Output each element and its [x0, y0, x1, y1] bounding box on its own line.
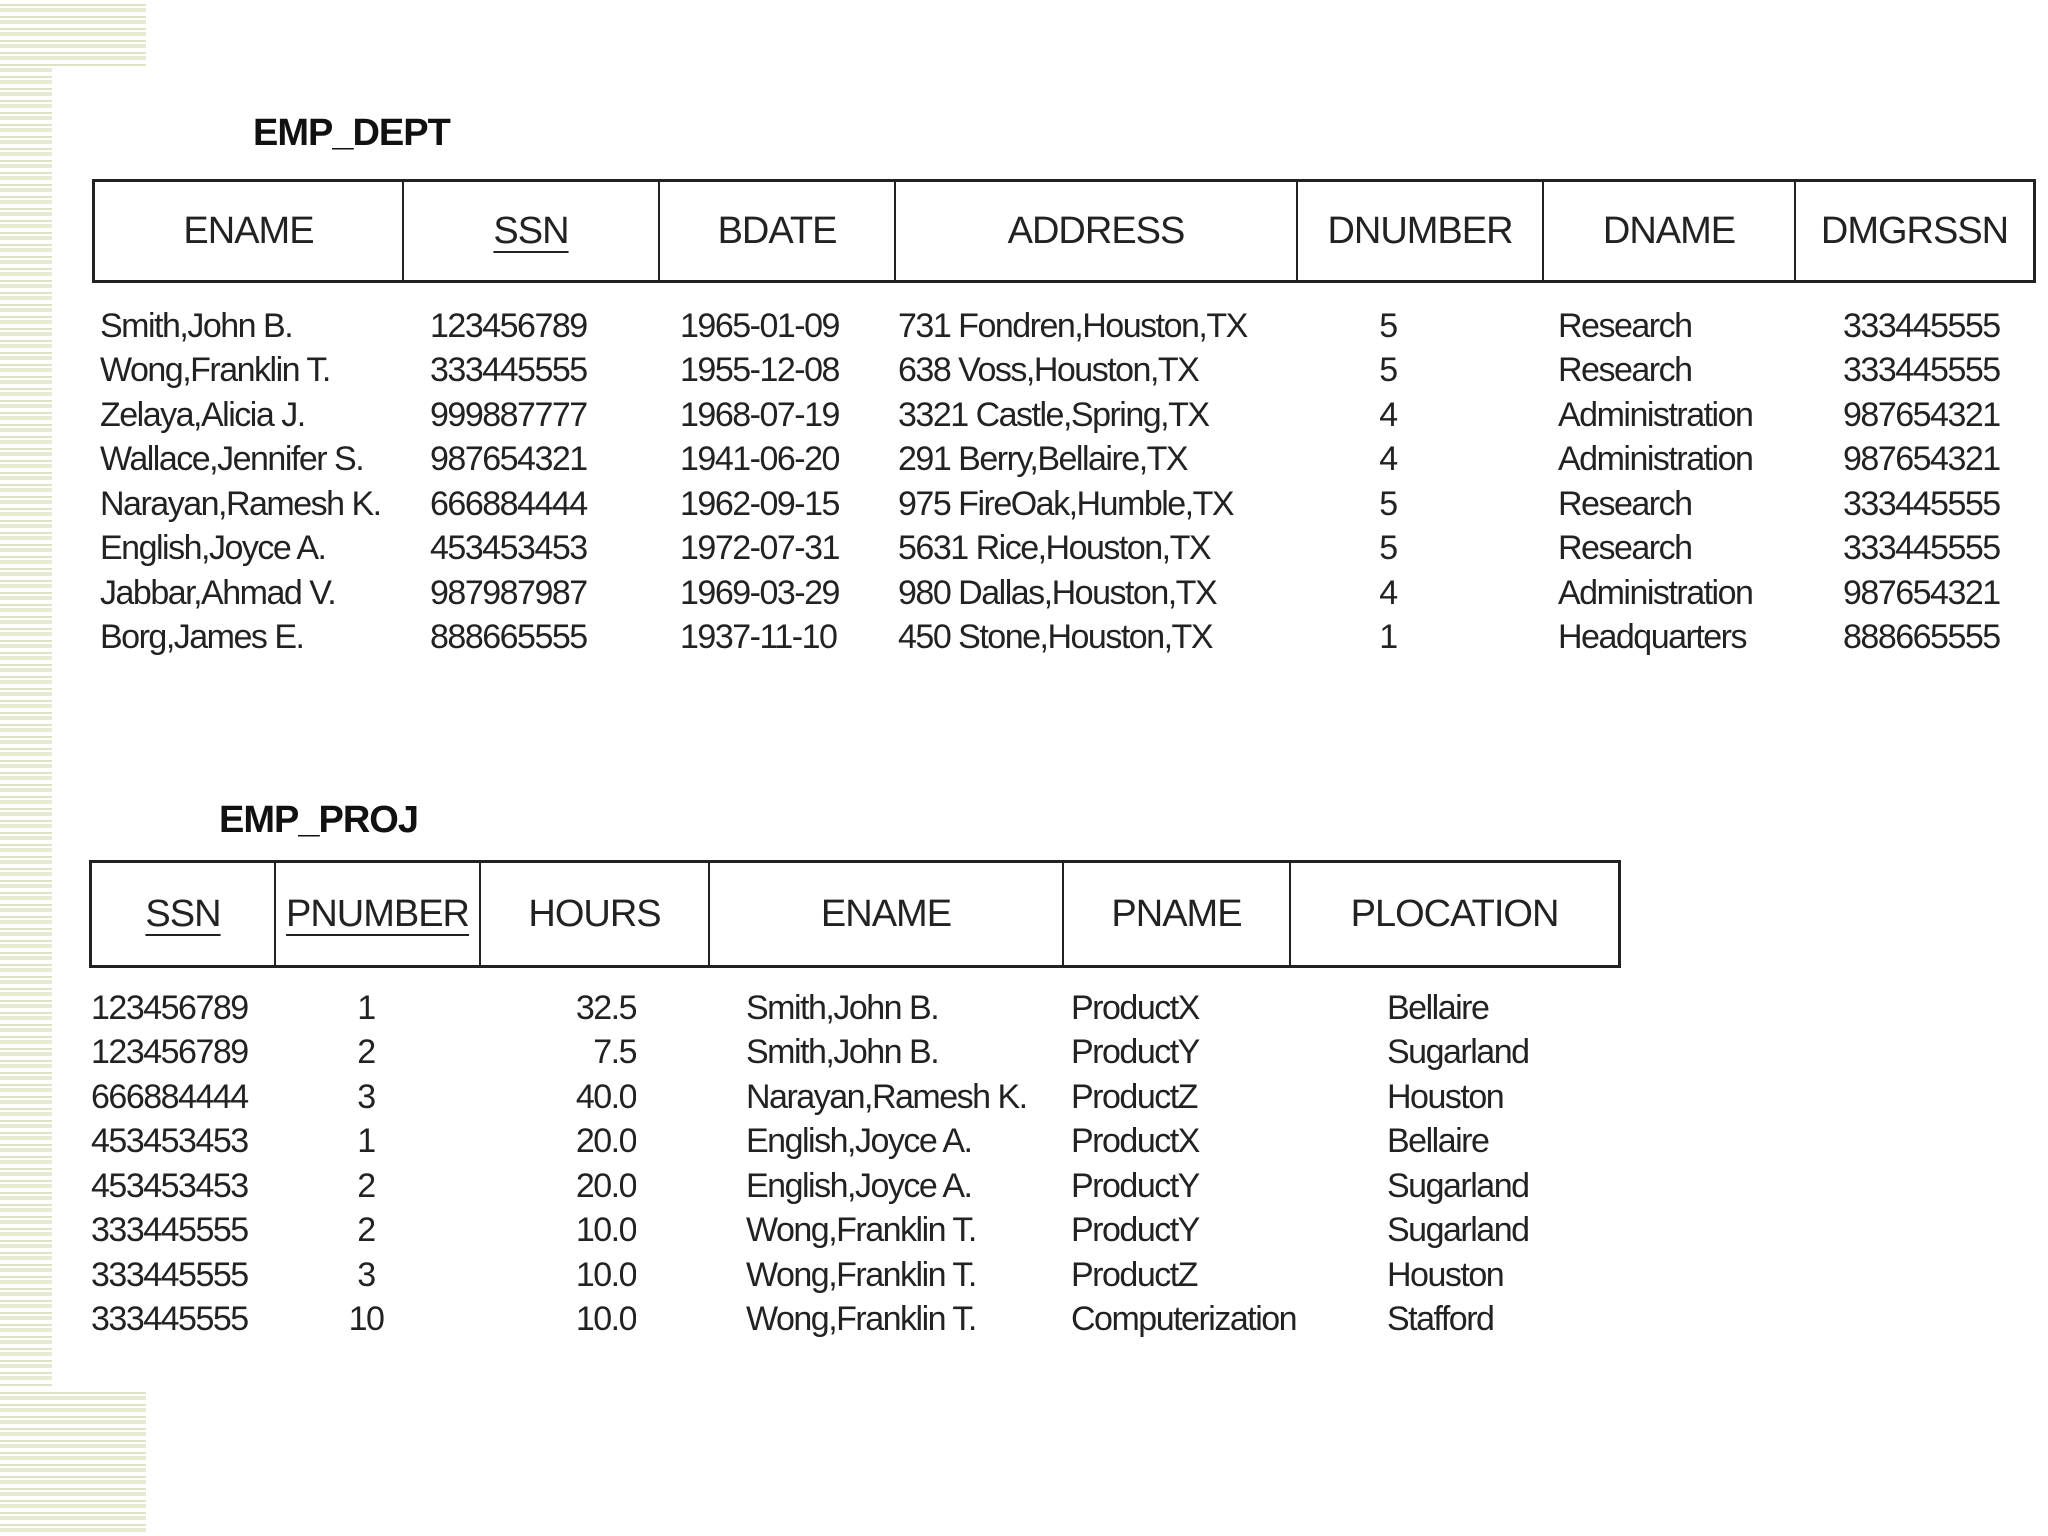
- cell-ename: Smith,John B.: [100, 306, 293, 345]
- emp-dept-title: EMP_DEPT: [253, 112, 450, 154]
- cell-plocation: Sugarland: [1387, 1211, 1529, 1250]
- cell-hours: 10.0: [575, 1211, 636, 1250]
- cell-ename: Wong,Franklin T.: [100, 351, 330, 390]
- cell-dname: Research: [1558, 484, 1692, 523]
- emp-proj-title: EMP_PROJ: [219, 799, 418, 841]
- decorative-stripe-top: [0, 0, 146, 68]
- emp-proj-row: [91, 986, 1607, 1031]
- cell-pname: ProductZ: [1071, 1077, 1197, 1116]
- emp-proj-row: [91, 1164, 1607, 1209]
- decorative-stripe-bottom: [0, 1388, 146, 1536]
- emp-dept-header: [92, 179, 2036, 283]
- cell-pnumber: 3: [357, 1077, 375, 1116]
- cell-dnumber: 4: [1379, 395, 1397, 434]
- cell-bdate: 1941-06-20: [680, 440, 839, 479]
- cell-plocation: Houston: [1387, 1077, 1504, 1116]
- cell-dnumber: 1: [1379, 618, 1397, 657]
- cell-dmgrssn: 987654321: [1843, 573, 2000, 612]
- cell-pname: ProductY: [1071, 1033, 1199, 1072]
- cell-pnumber: 2: [357, 1211, 375, 1250]
- cell-hours: 10.0: [575, 1255, 636, 1294]
- emp-dept-row: [100, 304, 2043, 349]
- cell-pname: Computerization: [1071, 1300, 1297, 1339]
- emp-proj-header-plocation: PLOCATION: [1350, 892, 1559, 935]
- cell-bdate: 1968-07-19: [680, 395, 839, 434]
- cell-ename: Jabbar,Ahmad V.: [100, 573, 336, 612]
- emp-dept-row: [100, 349, 2043, 394]
- cell-dmgrssn: 987654321: [1843, 395, 2000, 434]
- emp-proj-row: [91, 1120, 1607, 1165]
- cell-ssn: 987987987: [430, 573, 587, 612]
- cell-address: 3321 Castle,Spring,TX: [898, 395, 1209, 434]
- cell-dname: Research: [1558, 529, 1692, 568]
- emp-dept-header-dname: DNAME: [1544, 182, 1796, 280]
- cell-ename: Narayan,Ramesh K.: [746, 1077, 1027, 1116]
- cell-hours: 20.0: [575, 1166, 636, 1205]
- emp-proj-header-ssn: [92, 863, 276, 965]
- cell-dmgrssn: 987654321: [1843, 440, 2000, 479]
- cell-ssn: 453453453: [91, 1122, 248, 1161]
- cell-hours: 40.0: [575, 1077, 636, 1116]
- cell-ssn: 987654321: [430, 440, 587, 479]
- cell-ssn: 333445555: [91, 1300, 248, 1339]
- emp-proj-header: [89, 860, 1621, 968]
- cell-ssn: 333445555: [91, 1211, 248, 1250]
- cell-dnumber: 5: [1379, 529, 1397, 568]
- cell-ssn: 999887777: [430, 395, 587, 434]
- emp-proj-row: [91, 1031, 1607, 1076]
- emp-dept-row: [100, 571, 2043, 616]
- cell-ename: Smith,John B.: [746, 1033, 939, 1072]
- emp-dept-row: [100, 438, 2043, 483]
- emp-dept-header-ssn-label: SSN: [493, 209, 569, 252]
- cell-dname: Research: [1558, 351, 1692, 390]
- cell-address: 980 Dallas,Houston,TX: [898, 573, 1217, 612]
- cell-pname: ProductX: [1071, 988, 1199, 1027]
- emp-proj-header-hours: HOURS: [481, 863, 710, 965]
- cell-ename: Wong,Franklin T.: [746, 1211, 976, 1250]
- cell-ssn: 123456789: [91, 1033, 248, 1072]
- cell-bdate: 1969-03-29: [680, 573, 839, 612]
- cell-dmgrssn: 333445555: [1843, 306, 2000, 345]
- cell-ename: Borg,James E.: [100, 618, 304, 657]
- cell-address: 638 Voss,Houston,TX: [898, 351, 1199, 390]
- cell-ssn: 453453453: [430, 529, 587, 568]
- cell-ename: Wong,Franklin T.: [746, 1255, 976, 1294]
- emp-dept-row: [100, 393, 2043, 438]
- cell-pnumber: 10: [348, 1300, 384, 1339]
- cell-dnumber: 4: [1379, 573, 1397, 612]
- cell-dnumber: 5: [1379, 306, 1397, 345]
- cell-ssn: 888665555: [430, 618, 587, 657]
- emp-proj-row: [91, 1075, 1607, 1120]
- decorative-stripe-strip: [0, 0, 52, 1536]
- cell-plocation: Sugarland: [1387, 1033, 1529, 1072]
- emp-proj-row: [91, 1253, 1607, 1298]
- cell-ename: English,Joyce A.: [746, 1122, 972, 1161]
- cell-pnumber: 2: [357, 1166, 375, 1205]
- cell-ename: Zelaya,Alicia J.: [100, 395, 305, 434]
- emp-proj-header-pnumber-label: PNUMBER: [285, 892, 470, 935]
- cell-ssn: 453453453: [91, 1166, 248, 1205]
- emp-dept-row: [100, 527, 2043, 572]
- cell-pnumber: 2: [357, 1033, 375, 1072]
- emp-proj-header-pname: PNAME: [1064, 863, 1291, 965]
- emp-proj-row: [91, 1209, 1607, 1254]
- cell-plocation: Stafford: [1387, 1300, 1494, 1339]
- cell-ssn: 333445555: [91, 1255, 248, 1294]
- emp-proj-row: [91, 1298, 1607, 1343]
- cell-dnumber: 5: [1379, 351, 1397, 390]
- cell-plocation: Houston: [1387, 1255, 1504, 1294]
- cell-ename: Wallace,Jennifer S.: [100, 440, 364, 479]
- cell-hours: 10.0: [575, 1300, 636, 1339]
- cell-dname: Administration: [1558, 440, 1753, 479]
- emp-dept-header-address: ADDRESS: [896, 182, 1298, 280]
- cell-dname: Research: [1558, 306, 1692, 345]
- emp-dept-rows: [100, 304, 2043, 660]
- cell-ename: Wong,Franklin T.: [746, 1300, 976, 1339]
- cell-dmgrssn: 333445555: [1843, 484, 2000, 523]
- cell-hours: 20.0: [575, 1122, 636, 1161]
- cell-dname: Administration: [1558, 573, 1753, 612]
- emp-dept-row: [100, 482, 2043, 527]
- emp-proj-header-pnumber: [276, 863, 481, 965]
- cell-bdate: 1972-07-31: [680, 529, 839, 568]
- emp-proj-rows: [91, 986, 1607, 1342]
- cell-pname: ProductY: [1071, 1166, 1199, 1205]
- cell-pnumber: 3: [357, 1255, 375, 1294]
- cell-pname: ProductY: [1071, 1211, 1199, 1250]
- cell-plocation: Bellaire: [1387, 1122, 1489, 1161]
- cell-ssn: 123456789: [430, 306, 587, 345]
- cell-dnumber: 4: [1379, 440, 1397, 479]
- cell-ename: English,Joyce A.: [100, 529, 326, 568]
- cell-ename: Smith,John B.: [746, 988, 939, 1027]
- cell-bdate: 1937-11-10: [680, 618, 837, 657]
- emp-proj-header-ssn-label: SSN: [145, 892, 221, 935]
- cell-dname: Headquarters: [1558, 618, 1747, 657]
- emp-dept-row: [100, 616, 2043, 661]
- cell-ename: Narayan,Ramesh K.: [100, 484, 381, 523]
- cell-bdate: 1955-12-08: [680, 351, 839, 390]
- cell-pname: ProductX: [1071, 1122, 1199, 1161]
- cell-hours: 32.5: [575, 988, 636, 1027]
- emp-proj-header-ename: ENAME: [710, 863, 1064, 965]
- emp-dept-header-dnumber: DNUMBER: [1298, 182, 1544, 280]
- cell-pname: ProductZ: [1071, 1255, 1197, 1294]
- cell-address: 450 Stone,Houston,TX: [898, 618, 1213, 657]
- cell-plocation: Sugarland: [1387, 1166, 1529, 1205]
- cell-address: 291 Berry,Bellaire,TX: [898, 440, 1188, 479]
- cell-address: 5631 Rice,Houston,TX: [898, 529, 1211, 568]
- cell-ename: English,Joyce A.: [746, 1166, 972, 1205]
- cell-dnumber: 5: [1379, 484, 1397, 523]
- cell-hours: 7.5: [593, 1033, 636, 1072]
- cell-ssn: 333445555: [430, 351, 587, 390]
- cell-dmgrssn: 333445555: [1843, 351, 2000, 390]
- cell-ssn: 666884444: [91, 1077, 248, 1116]
- cell-dname: Administration: [1558, 395, 1753, 434]
- emp-dept-header-dmgrssn: DMGRSSN: [1820, 209, 2009, 252]
- cell-pnumber: 1: [357, 988, 375, 1027]
- emp-dept-header-ssn: [404, 182, 660, 280]
- cell-ssn: 123456789: [91, 988, 248, 1027]
- cell-ssn: 666884444: [430, 484, 587, 523]
- emp-dept-header-ename: ENAME: [95, 182, 404, 280]
- cell-dmgrssn: 888665555: [1843, 618, 2000, 657]
- cell-bdate: 1965-01-09: [680, 306, 839, 345]
- cell-dmgrssn: 333445555: [1843, 529, 2000, 568]
- cell-address: 731 Fondren,Houston,TX: [898, 306, 1247, 345]
- cell-pnumber: 1: [357, 1122, 375, 1161]
- cell-plocation: Bellaire: [1387, 988, 1489, 1027]
- cell-bdate: 1962-09-15: [680, 484, 839, 523]
- emp-dept-header-bdate: BDATE: [660, 182, 896, 280]
- cell-address: 975 FireOak,Humble,TX: [898, 484, 1234, 523]
